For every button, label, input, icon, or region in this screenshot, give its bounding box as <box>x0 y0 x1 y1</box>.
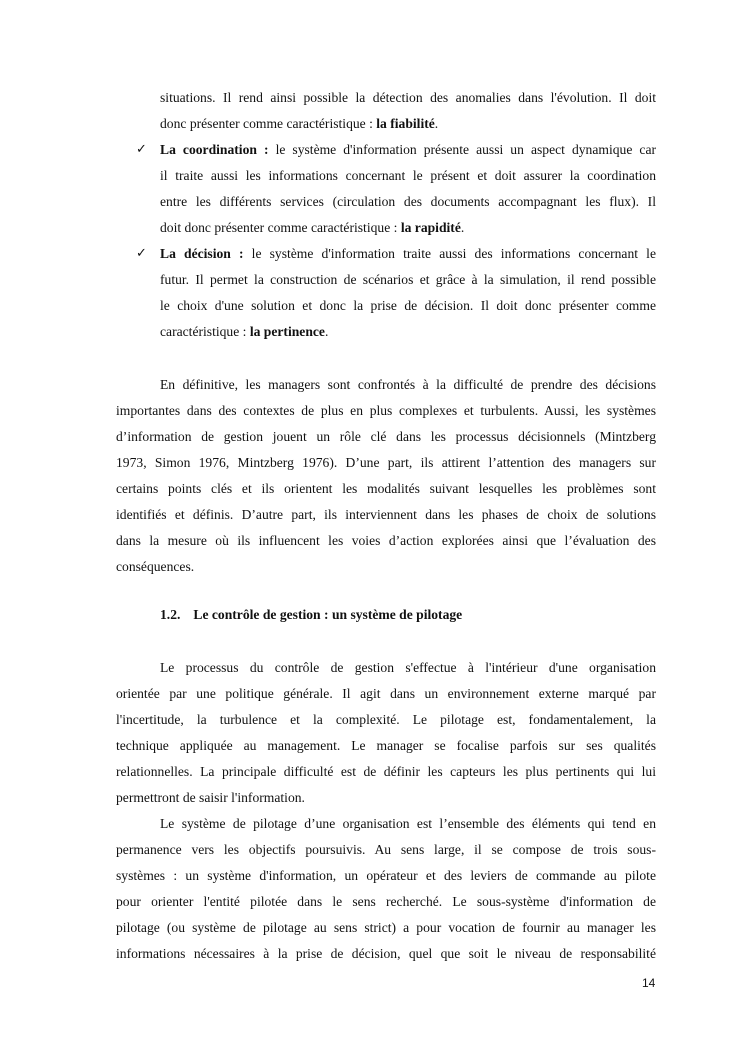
keyword-rapidite: la rapidité <box>400 220 461 235</box>
paragraph-line: systèmes : un système d'information, un opérateur et des leviers de commande au pilote <box>116 868 656 883</box>
paragraph-line: informations nécessaires à la prise de décision, quel que soit le niveau de responsabilité <box>116 946 656 961</box>
checkmark-icon: ✓ <box>136 246 147 261</box>
paragraph-line: pour orienter l'entité pilotée dans le sens recherché. Le sous-système d'information de <box>116 894 656 909</box>
paragraph-line: pilotage (ou système de pilotage au sens strict) a pour vocation de fournir au manager les <box>116 920 656 935</box>
paragraph-line: conséquences. <box>116 559 195 574</box>
paragraph-line: certains points clés et ils orientent les modalités suivant lesquelles les problèmes sont <box>116 481 656 496</box>
text-line: il traite aussi les informations concernant le présent et doit assurer la coordination <box>160 168 656 183</box>
paragraph-line: l'incertitude, la turbulence et la complexité. Le pilotage est, fondamentalement, la <box>116 712 656 727</box>
paragraph-line: d’information de gestion jouent un rôle clé dans les processus décisionnels (Mintzberg <box>116 429 656 444</box>
section-number: 1.2. <box>160 607 181 622</box>
text-line: donc présenter comme caractéristique : la fiabilité. <box>160 116 439 131</box>
text-line: entre les différents services (circulation des documents accompagnant les flux). Il <box>160 194 656 209</box>
text-line: La coordination : le système d'information présente aussi un aspect dynamique car <box>160 142 657 157</box>
bullet-label-coordination: La coordination : <box>160 142 269 157</box>
section-title: Le contrôle de gestion : un système de pilotage <box>193 607 463 622</box>
page-number: 14 <box>642 976 656 990</box>
paragraph-line: Le processus du contrôle de gestion s'effectue à l'intérieur d'une organisation <box>160 660 656 675</box>
paragraph-line: permanence vers les objectifs poursuivis. Au sens large, il se compose de trois sous- <box>116 842 656 857</box>
paragraph-line: En définitive, les managers sont confrontés à la difficulté de prendre des décisions <box>160 377 656 392</box>
paragraph-line: identifiés et définis. D’autre part, ils interviennent dans les phases de choix de solutions <box>116 507 656 522</box>
paragraph-line: 1973, Simon 1976, Mintzberg 1976). D’une part, ils attirent l’attention des managers sur <box>116 455 656 470</box>
paragraph-line: Le système de pilotage d’une organisation est l’ensemble des éléments qui tend en <box>160 816 656 831</box>
checkmark-icon: ✓ <box>136 142 147 157</box>
bullet-label-decision: La décision : <box>160 246 244 261</box>
paragraph-line: permettront de saisir l'information. <box>116 790 305 805</box>
text-line: doit donc présenter comme caractéristique : la rapidité. <box>160 220 465 235</box>
paragraph-line: dans la mesure où ils influencent les voies d’action explorées ainsi que l’évaluation des <box>116 533 656 548</box>
paragraph-line: technique appliquée au management. Le manager se focalise parfois sur ses qualités <box>116 738 656 753</box>
paragraph-line: relationnelles. La principale difficulté est de définir les capteurs les plus pertinents qui lui <box>116 764 656 779</box>
text-line: situations. Il rend ainsi possible la détection des anomalies dans l'évolution. Il doit <box>160 90 656 105</box>
keyword-pertinence: la pertinence <box>249 324 325 339</box>
text-line: futur. Il permet la construction de scénarios et grâce à la simulation, il rend possible <box>160 272 656 287</box>
paragraph-line: orientée par une politique générale. Il agit dans un environnement externe marqué par <box>116 686 656 701</box>
section-heading <box>160 607 462 623</box>
paragraph-line: importantes dans des contextes de plus en plus complexes et turbulents. Aussi, les systèmes <box>116 403 656 418</box>
text-line: le choix d'une solution et donc la prise de décision. Il doit donc présenter comme <box>160 298 656 313</box>
keyword-fiabilite: la fiabilité <box>376 116 435 131</box>
text-line: La décision : le système d'information traite aussi des informations concernant le <box>160 246 656 261</box>
text-line: caractéristique : la pertinence. <box>160 324 329 339</box>
